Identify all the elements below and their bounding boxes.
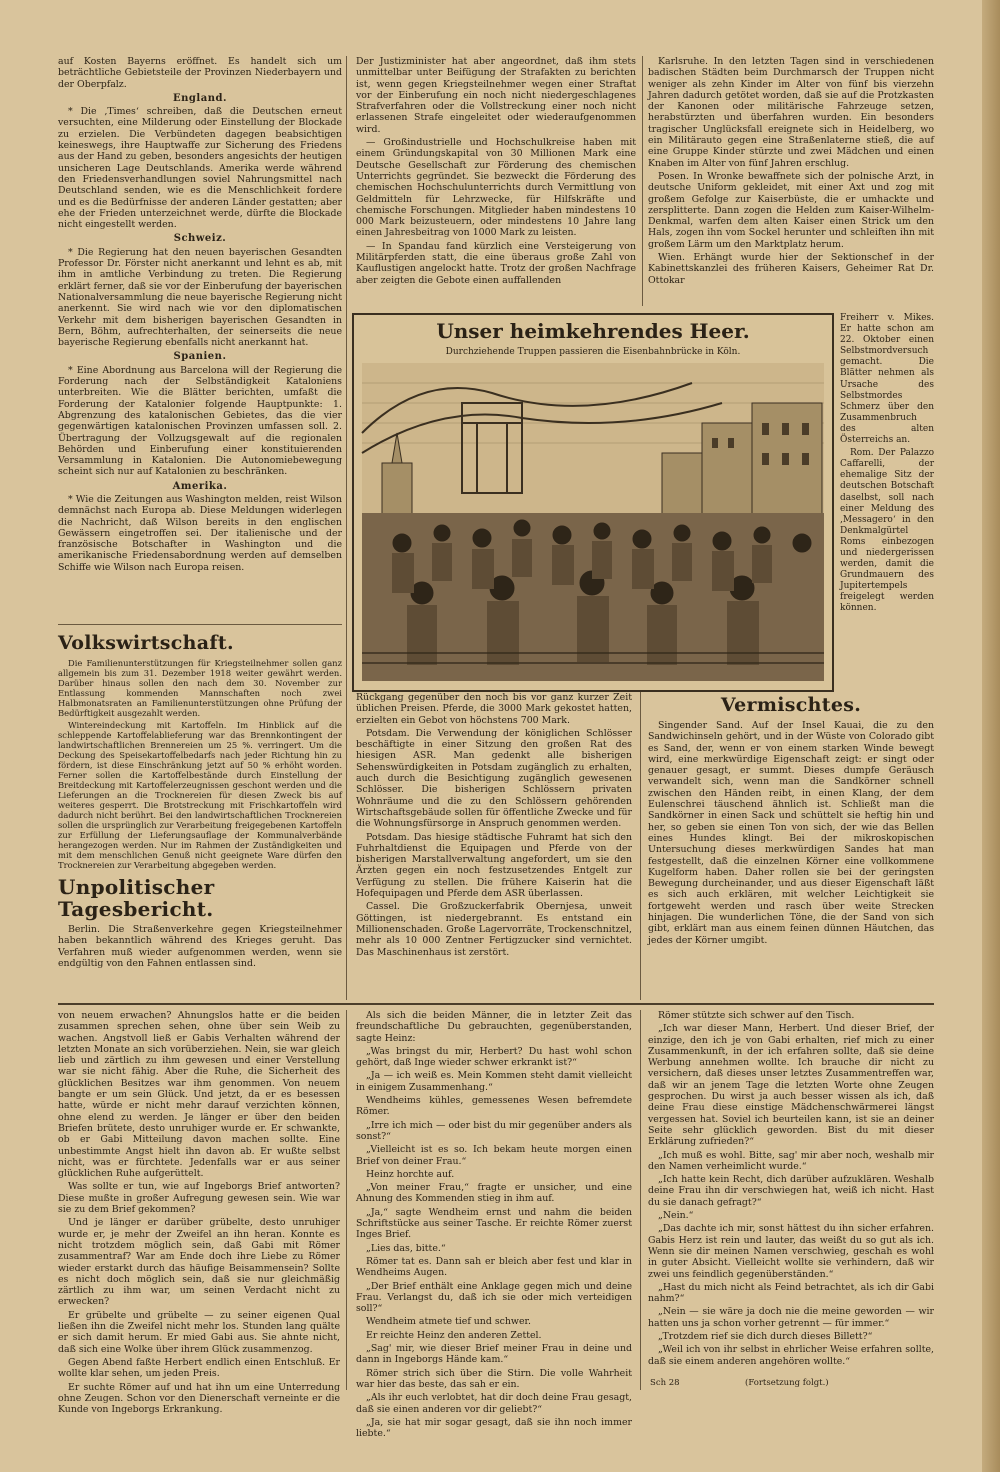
story-paragraph: „Trotzdem rief sie dich durch dieses Billett?“ (658, 1331, 873, 1343)
illustration-title: Unser heimkehrendes Heer. (436, 319, 750, 343)
column-rule (346, 1010, 347, 1390)
story-paragraph: Er reichte Heinz den anderen Zettel. (366, 1329, 542, 1341)
story-paragraph: „Der Brief enthält eine Anklage gegen mich und deine Frau. Verlangst du, daß ich sie oder mich verteidigen soll?“ (356, 1280, 632, 1315)
column-rule (640, 1010, 641, 1390)
story-paragraph: „Ja, sie hat mir sogar gesagt, daß sie ihn noch immer liebte.“ (356, 1416, 632, 1440)
paragraph-wien: Wien. Erhängt wurde hier der Sektionschef in der Kabinettskanzlei des früheren Kaisers, Geheimer Rat Dr. Ottokar (648, 252, 934, 286)
story-paragraph: „Irre ich mich — oder bist du mir gegenüber anders als sonst?“ (356, 1119, 632, 1142)
story-paragraph: von neuem erwachen? Ahnungslos hatte er die beiden zusammen sprechen sehen, ohne über sein Weib zu wachen. Angstvoll ließ er Gabis Verhalten während der letzten Monate an sich vorüberziehen. Nein, sie war gleich lieb und zärtlich zu ihm gewesen und einer Verstellung war sie nicht fähig. Aber die Ruhe, die Sicherheit des glücklichen Besitzes war ihm genommen. Von neuem bangte er um sein Glück. Und jetzt, da er es besessen hatte, würde er nicht mehr darauf verzichten können, ohne elend zu werden. Je länger er über den beiden Briefen brütete, desto unruhiger wurde er. Er schwankte, ob er Gabi Mitteilung davon machen sollte. Eine unbestimmte Angst hielt ihn davon ab. Er wußte selbst nicht, was er fürchtete. Jedenfalls war er aus seiner glücklichen Ruhe aufgerüttelt. (58, 1010, 340, 1180)
paragraph-karlsruhe: Karlsruhe. In den letzten Tagen sind in verschiedenen badischen Städten beim Durchmarsch der Truppen nicht weniger als zehn Kinder im Alter von fünf bis vierzehn Jahren dadurch getötet worden, daß sie auf die Protzkasten der Kanonen oder militärische Fahrzeuge setzen, herabstürzten und überfahren wurden. Ein besonders tragischer Unglücksfall ereignete sich in Heidelberg, wo ein Militärauto gegen eine Straßenlaterne stieß, die auf eine Gruppe Kinder stürzte und zwei Mädchen und einen Knaben im Alter von fünf Jahren erschlug. (648, 56, 934, 169)
heading-volkswirtschaft: Volkswirtschaft. (58, 632, 234, 654)
divider-line (58, 624, 342, 625)
paragraph-familienunterstuetzung: Die Familienunterstützungen für Kriegsteilnehmer sollen ganz allgemein bis zum 31. Dezember 1918 weiter gewährt werden. Darüber hinaus sollen den nach dem 30. November zur Entlassung kommenden Mannschaften noch zwei Halbmonatsraten an Familienunterstützungen ohne Prüfung der Bedürftigkeit ausgezahlt werden. (58, 658, 342, 718)
column-2 (356, 56, 636, 306)
paragraph-rueckgang: Rückgang gegenüber den noch bis vor ganz kurzer Zeit üblichen Preisen. Pferde, die 3000 Mark gekostet hatten, erzielten ein Gebot von höchstens 700 Mark. (356, 692, 632, 726)
heading-tagesbericht: Unpolitischer Tagesbericht. (58, 875, 215, 921)
story-column-2 (356, 1010, 632, 1440)
paragraph-rom: Rom. Der Palazzo Caffarelli, der ehemalige Sitz der deutschen Botschaft daselbst, soll nach einer Meldung des ‚Messagero‘ in den Denkmalgürtel Roms einbezogen und niedergerissen werden, damit die Grundmauern des Jupitertempels freigelegt werden können. (840, 448, 934, 614)
column-3 (648, 56, 934, 310)
story-paragraph: „Ich hatte kein Recht, dich darüber aufzuklären. Weshalb deine Frau ihn dir verschwiegen hat, weiß ich nicht. Hast du sie danach gefragt?“ (648, 1174, 934, 1208)
troops-bridge-illustration (362, 363, 824, 681)
column-1-lower (58, 628, 342, 1000)
column-3-narrow (840, 313, 934, 693)
story-paragraph: „Weil ich von ihr selbst in ehrlicher Weise erfahren sollte, daß sie einem anderen angehören wollte.“ (648, 1344, 934, 1367)
story-paragraph: „Das dachte ich mir, sonst hättest du ihn sicher erfahren. Gabis Herz ist rein und lauter, das weißt du so gut als ich. Wenn sie dir meinen Namen verschwieg, geschah es wohl in guter Absicht. Vielleicht wollte sie verhindern, daß wir zwei uns feindlich gegenüberständen.“ (648, 1223, 934, 1280)
column-1 (58, 56, 342, 619)
paragraph-spanien: * Eine Abordnung aus Barcelona will der Regierung die Forderung nach der Selbständigkeit Kataloniens unterbreiten. Wie die Blätter berichten, umfaßt die Forderung der Katalonier folgende Hauptpunkte: 1. Abgrenzung des katalonischen Gebietes, das die vier gegenwärtigen katalonischen Provinzen umfassen soll. 2. Übertragung der Vollzugsgewalt auf die regionalen Behörden und Einberufung einer konstituierenden Versammlung in Katalonien. Die Autonomiebewegung scheint sich nur auf Katalonien zu beschränken. (58, 364, 342, 478)
paragraph-kartoffeln: Wintereindeckung mit Kartoffeln. Im Hinblick auf die schleppende Kartoffelablieferung war das Brennkontingent der landwirtschaftlichen Brennereien um 25 %. verringert. Um die Deckung des Speisekartoffelbedarfs nach jeder Richtung hin zu fördern, ist diese Einschränkung jetzt auf 50 % erhöht worden. Ferner sollen die Kartoffelbestände durch Einstellung der Breitdeckung mit Kartoffelerzeugnissen geschont werden und die Lieferungen an die Trocknereien für diesen Zweck bis auf weiteres gesperrt. Die Brotstreckung mit Frischkartoffeln wird dadurch nicht berührt. Bei den landwirtschaftlichen Trocknereien sollen die ursprünglich zur Verarbeitung freigegebenen Kartoffeln zur Erfüllung der Lieferungsauflage der Kommunalverbände herangezogen werden. Nur im Rahmen der Zuständigkeiten und mit dem menschlichen Genuß nicht geeignete Ware dürfen den Trocknereien zur Verarbeitung abgegeben werden. (58, 720, 342, 870)
story-paragraph: Römer tat es. Dann sah er bleich aber fest und klar in Wendheims Augen. (356, 1255, 632, 1279)
printer-mark: Sch 28 (650, 1378, 680, 1388)
column-3-vermischtes (648, 690, 934, 1000)
column-rule (346, 56, 347, 1000)
story-paragraph: Wendheim atmete tief und schwer. (366, 1316, 531, 1328)
paragraph-justizminister: Der Justizminister hat aber angeordnet, daß ihm stets unmittelbar unter Beifügung der Strafakten zu berichten ist, wenn gegen Kriegsteilnehmer wegen einer Straftat vor der Einberufung ein noch nicht niedergeschlagenes Strafverfahren oder die Vollstreckung einer noch nicht erlassenen Strafe eingeleitet oder wiederaufgenommen wird. (356, 56, 636, 135)
illustration-box (352, 313, 834, 692)
column-rule (640, 692, 641, 1000)
story-paragraph: Er suchte Römer auf und hat ihn um eine Unterredung ohne Zeugen. Schon vor den Dienerschaft verneinte er die Kunde von Ingeborgs Erkrankung. (58, 1381, 340, 1416)
page-edge (982, 0, 1000, 1472)
story-paragraph: Gegen Abend faßte Herbert endlich einen Entschluß. Er wollte klar sehen, um jeden Preis. (58, 1356, 340, 1380)
intro-paragraph: auf Kosten Bayerns eröffnet. Es handelt sich um beträchtliche Gebietsteile der Provinzen Niederbayern und der Oberpfalz. (58, 56, 342, 90)
story-paragraph: „Nein.“ (658, 1210, 694, 1222)
paragraph-potsdam-1: Potsdam. Die Verwendung der königlichen Schlösser beschäftigte in einer Sitzung den großen Rat des hiesigen ASR. Man gedenkt alle bisherigen Sehenswürdigkeiten in Potsdam zugänglich zu erhalten, auch durch die Besichtigung zugänglich gewesenen Schlösser. Die bisherigen Schlössern privaten Wohnräume und die zu den Schlössern gehörenden Wirtschaftsgebäude sollen für öffentliche Zwecke und für die Wohnungsfürsorge in Anspruch genommen werden. (356, 727, 632, 830)
paragraph-cassel: Cassel. Die Großzuckerfabrik Obernjesa, unweit Göttingen, ist niedergebrannt. Es entstand ein Millionenschaden. Große Lagervorräte, Trockenschnitzel, mehr als 10 000 Zentner Fertigzucker sind vernichtet. Das Maschinenhaus ist zerstört. (356, 901, 632, 958)
story-column-3 (648, 1010, 934, 1375)
paragraph-chemie: — Großindustrielle und Hochschulkreise haben mit einem Gründungskapital von 30 Millionen Mark eine Deutsche Gesellschaft zur Förderung des chemischen Unterrichts gegründet. Sie bezweckt die Förderung des chemischen Hochschulunterrichts durch Vermittlung von Geldmitteln für Lehrzwecke, für Hilfskräfte und chemische Forschungen. Mitglieder haben mindestens 10 000 Mark beizusteuern, oder mindestens 10 Jahre lang einen Jahresbeitrag von 1000 Mark zu leisten. (356, 137, 636, 239)
story-paragraph: „Ich war dieser Mann, Herbert. Und dieser Brief, der einzige, den ich je von Gabi erhalten, rief mich zu einer Zusammenkunft, in der ich erfahren sollte, daß sie deine Werbung annehmen wollte. Ich brauche dir nicht zu versichern, daß dieses unser letztes Zusammentreffen war, daß wir an jenem Tage die letzten Worte ohne Zeugen gesprochen. Du wirst ja auch besser wissen als ich, daß deine Frau diese einstige Mädchenschwärmerei längst vergessen hat. Soviel ich beurteilen kann, ist sie an deiner Seite sehr glücklich geworden. Bist du mit dieser Erklärung zufrieden?“ (648, 1023, 934, 1148)
story-paragraph: „Von meiner Frau,“ fragte er unsicher, und eine Ahnung des Kommenden stieg in ihm auf. (356, 1182, 632, 1205)
illustration-caption: Durchziehende Truppen passieren die Eisenbahnbrücke in Köln. (445, 347, 741, 357)
story-paragraph: Und je länger er darüber grübelte, desto unruhiger wurde er, je mehr der Zweifel an ihn heran. Konnte es nicht trotzdem möglich sein, daß Gabi mit Römer zusammentraf? War am Ende doch ihre Liebe zu Römer wieder erstarkt durch das häufige Beisammensein? Sollte es nicht doch möglich sein, daß sie nur gleichmäßig zärtlich zu ihm war, um seinen Verdacht nicht zu erwecken? (58, 1217, 340, 1308)
story-paragraph: „Vielleicht ist es so. Ich bekam heute morgen einen Brief von deiner Frau.“ (356, 1144, 632, 1167)
story-paragraph: „Ich muß es wohl. Bitte, sag' mir aber noch, weshalb mir den Namen verheimlicht wurde.“ (648, 1149, 934, 1172)
story-paragraph: „Hast du mich nicht als Feind betrachtet, als ich dir Gabi nahm?“ (648, 1281, 934, 1305)
heading-amerika: Amerika. (172, 480, 228, 492)
continuation-note: (Fortsetzung folgt.) (745, 1378, 829, 1388)
story-paragraph: „Lies das, bitte.“ (366, 1242, 446, 1254)
column-2-lower (356, 692, 632, 1000)
story-paragraph: Heinz horchte auf. (366, 1168, 455, 1180)
story-column-1 (58, 1010, 340, 1416)
paragraph-berlin: Berlin. Die Straßenverkehre gegen Kriegsteilnehmer haben bekanntlich während des Krieges geruht. Das Verfahren muß wieder aufgenommen werden, wenn sie endgültig von den Fahnen entlassen sind. (58, 924, 342, 969)
section-divider (58, 1003, 934, 1005)
story-paragraph: Römer stützte sich schwer auf den Tisch. (658, 1010, 855, 1021)
column-rule (642, 56, 643, 306)
paragraph-schweiz: * Die Regierung hat den neuen bayerischen Gesandten Professor Dr. Förster nicht anerkannt und lehnt es ab, mit ihm in amtliche Verbindung zu treten. Die Regierung erklärt ferner, daß sie vor der Einberufung der bayerischen Nationalversammlung die neue bayerische Regierung nicht anerkennt. Sie wird nach wie vor den diplomatischen Verkehr mit dem bisherigen bayerischen Gesandten in Bern, Böhm, aufrechterhalten, der seinerseits die neue bayerische Regierung ebenfalls nicht anerkannt hat. (58, 246, 342, 349)
paragraph-singender-sand: Singender Sand. Auf der Insel Kauai, die zu den Sandwichinseln gehört, und in der Wüste von Colorado gibt es Sand, der, wenn er von einem starken Winde bewegt wird, eine merkwürdige Eigenschaft zeigt: er singt oder genauer gesagt, er summt. Dieses dumpfe Geräusch verwandelt sich, wenn man die Sandkörner schnell zwischen den Händen reibt, in einen Klang, der dem Eulenschrei täuschend ähnlich ist. Schließt man die Sandkörner in einen Sack und schüttelt sie heftig hin und her, so geben sie einen Ton von sich, der wie das Bellen eines Hundes klingt. Bei der mikroskopischen Untersuchung dieses merkwürdigen Sandes hat man festgestellt, daß die einzelnen Körner eine vollkommene Kugelform haben. Daher rollen sie bei der geringsten Bewegung durcheinander, und aus dieser Eigenschaft läßt es sich auch erklären, mit welcher Leichtigkeit sie fortgeweht werden und rasch über weite Strecken hinjagen. Die wunderlichen Töne, die der Sand von sich gibt, erklärt man aus einem feinen dünnen Häutchen, das jedes der Körner umgibt. (648, 720, 934, 946)
paragraph-spandau: — In Spandau fand kürzlich eine Versteigerung von Militärpferden statt, die eine überaus große Zahl von Kauflustigen angelockt hatte. Trotz der großen Nachfrage aber zeigten die Gebote einen auffallenden (356, 240, 636, 286)
story-paragraph: „Ja — ich weiß es. Mein Kommen steht damit vielleicht in einigem Zusammenhang.“ (356, 1070, 632, 1093)
story-paragraph: Wendheims kühles, gemessenes Wesen befremdete Römer. (356, 1095, 632, 1118)
paragraph-potsdam-2: Potsdam. Das hiesige städtische Fuhramt hat sich den Fuhrhaltdienst die Equipagen und Pferde von der bisherigen Marstallverwaltung angefordert, um sie den Ärzten gegen ein noch festzusetzendes Entgelt zur Verfügung zu stellen. Die frühere Kaiserin hat die Hofequipagen und Pferde dem ASR überlassen. (356, 831, 632, 900)
story-paragraph: Als sich die beiden Männer, die in letzter Zeit das freundschaftliche Du gebrauchten, gegenüberstanden, sagte Heinz: (356, 1010, 632, 1044)
story-paragraph: „Was bringst du mir, Herbert? Du hast wohl schon gehört, daß Inge wieder schwer erkrankt ist?“ (356, 1045, 632, 1069)
story-paragraph: „Als ihr euch verlobtet, hat dir doch deine Frau gesagt, daß sie einen anderen vor dir geliebt?“ (356, 1392, 632, 1415)
paragraph-england: * Die ‚Times‘ schreiben, daß die Deutschen erneut versuchten, eine Milderung oder Einstellung der Blockade zu erzielen. Die Verbündeten dagegen beabsichtigen keineswegs, ihre Hauptwaffe zur Sicherung des Friedens aus der Hand zu geben, besonders angesichts der heutigen unsicheren Lage Deutschlands. Amerika werde während den Friedensverhandlungen soviel Nahrungsmittel nach Deutschland senden, wie es die Menschlichkeit fordere und es die Bedürfnisse der anderen Länder gestatten; aber ehe der Frieden unterzeichnet werde, dürfte die Blockade nicht eingestellt werden. (58, 106, 342, 231)
story-paragraph: „Ja,“ sagte Wendheim ernst und nahm die beiden Schriftstücke aus seiner Tasche. Er reichte Römer zuerst Inges Brief. (356, 1206, 632, 1241)
paragraph-mikes: Freiherr v. Mikes. Er hatte schon am 22. Oktober einen Selbstmordversuch gemacht. Die Blätter nehmen als Ursache des Selbstmordes Schmerz über den Zusammenbruch des alten Österreichs an. (840, 313, 934, 446)
paragraph-posen: Posen. In Wronke bewaffnete sich der polnische Arzt, in deutsche Uniform gekleidet, mit einer Axt und zog mit großem Gefolge zur Kaiserbüste, die er umhackte und zersplitterte. Dann zogen die Helden zum Kaiser-Wilhelm-Denkmal, warfen dem alten Kaiser einen Strick um den Hals, zogen ihn vom Sockel herunter und schleiften ihn mit großem Lärm um den Marktplatz herum. (648, 170, 934, 250)
heading-vermischtes: Vermischtes. (720, 694, 862, 716)
story-paragraph: Was sollte er tun, wie auf Ingeborgs Brief antworten? Diese mußte in großer Aufregung gewesen sein. Wie war sie zu dem Brief gekommen? (58, 1181, 340, 1216)
story-paragraph: Er grübelte und grübelte — zu seiner eigenen Qual ließen ihn die Zweifel nicht mehr los. Stunden lang quälte er sich damit herum. Er mied Gabi aus. Sie ahnte nicht, daß sich eine Wolke über ihrem Glück zusammenzog. (58, 1309, 340, 1355)
paragraph-amerika: * Wie die Zeitungen aus Washington melden, reist Wilson demnächst nach Europa ab. Diese Meldungen widerlegen die Nachricht, daß Wilson bereits in den englischen Gewässern eingetroffen sei. Der italienische und der französische Botschafter in Washington und die amerikanische Friedensabordnung werden auf demselben Schiffe wie Wilson nach Europa reisen. (58, 493, 342, 573)
story-paragraph: Römer strich sich über die Stirn. Die volle Wahrheit war hier das beste, das sah er ein. (356, 1367, 632, 1390)
heading-england: England. (173, 92, 227, 104)
story-paragraph: „Nein — sie wäre ja doch nie die meine geworden — wir hatten uns ja schon vorher getrennt — für immer.“ (648, 1306, 934, 1329)
heading-spanien: Spanien. (173, 351, 227, 363)
story-paragraph: „Sag' mir, wie dieser Brief meiner Frau in deine und dann in Ingeborgs Hände kam.“ (356, 1343, 632, 1366)
heading-schweiz: Schweiz. (173, 233, 227, 245)
